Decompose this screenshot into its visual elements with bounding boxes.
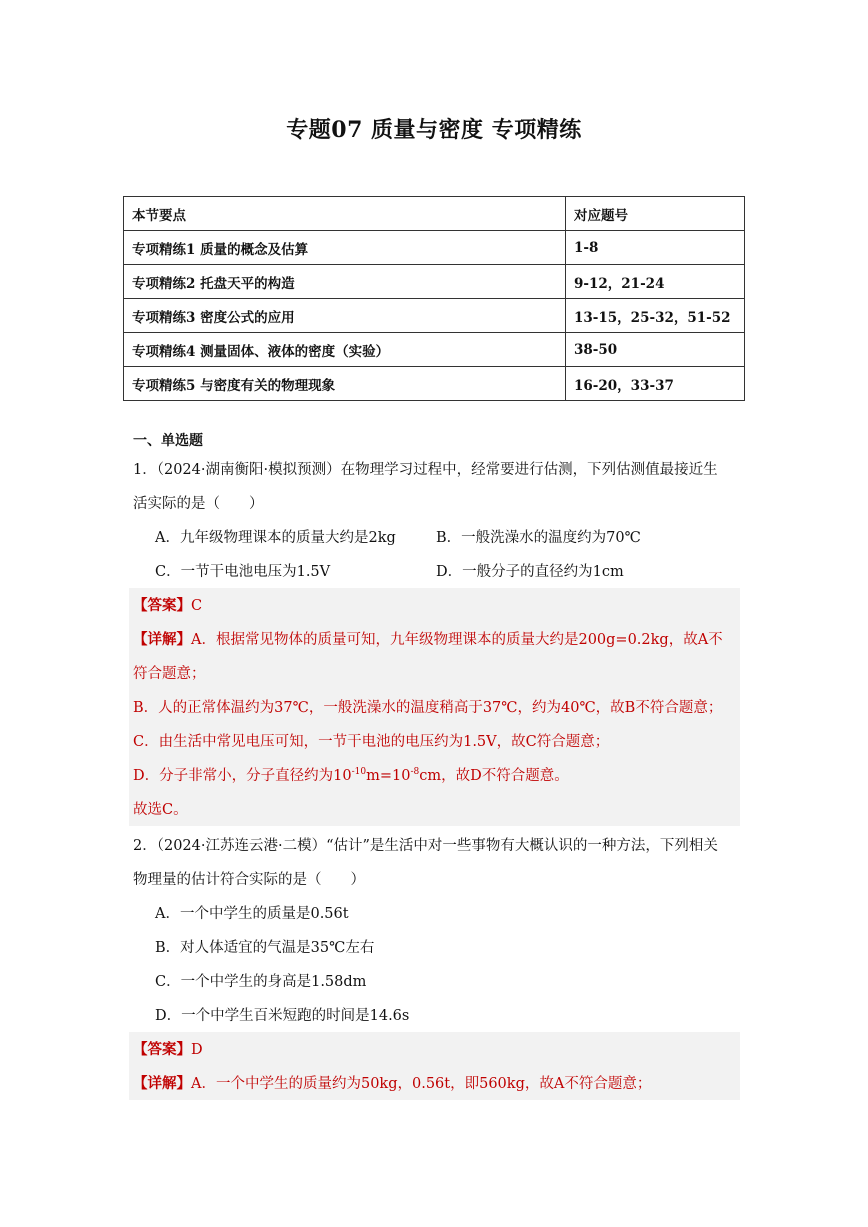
- q1-option-a: A．九年级物理课本的质量大约是2kg: [155, 530, 396, 546]
- page-title: 专题07 质量与密度 专项精练: [286, 117, 582, 143]
- answer-label: 【答案】: [133, 1041, 191, 1058]
- table-cell: 38-50: [566, 333, 745, 367]
- table-cell: 专项精练2 托盘天平的构造: [124, 265, 566, 299]
- q1-detail-line2: 符合题意；: [133, 666, 206, 682]
- q2-option-d: D．一个中学生百米短跑的时间是14.6s: [155, 1008, 410, 1024]
- q2-option-c: C．一个中学生的身高是1.58dm: [155, 974, 367, 990]
- table-cell: 9-12，21-24: [566, 265, 745, 299]
- q2-option-a: A．一个中学生的质量是0.56t: [155, 906, 349, 922]
- table-cell: 专项精练3 密度公式的应用: [124, 299, 566, 333]
- answer-value: D: [191, 1042, 203, 1058]
- q1-conclusion: 故选C。: [133, 802, 188, 818]
- table-cell: 专项精练1 质量的概念及估算: [124, 231, 566, 265]
- answer-value: C: [191, 598, 203, 614]
- answer-label: 【答案】: [133, 597, 191, 614]
- q1-stem-line1: 1．（2024·湖南衡阳·模拟预测）在物理学习过程中，经常要进行估测，下列估测值最接近生: [133, 462, 718, 478]
- q2-option-b: B．对人体适宜的气温是35℃左右: [155, 940, 375, 956]
- detail-label: 【详解】: [133, 1075, 191, 1092]
- q1-stem-line2: 活实际的是（ ）: [133, 496, 264, 512]
- q1-option-b: B．一般洗澡水的温度约为70℃: [436, 530, 641, 546]
- table-cell: 13-15，25-32，51-52: [566, 299, 745, 333]
- q1-option-c: C．一节干电池电压为1.5V: [155, 564, 331, 580]
- table-cell: 专项精练5 与密度有关的物理现象: [124, 367, 566, 401]
- table-cell: 专项精练4 测量固体、液体的密度（实验）: [124, 333, 566, 367]
- q1-detail-line1: 【详解】A．根据常见物体的质量可知，九年级物理课本的质量大约是200g=0.2kg，故A不: [133, 631, 723, 648]
- q1-answer: [133, 596, 741, 616]
- q1-detail-line5: D．分子非常小，分子直径约为$10^{-10}m=10^{-8}cm$，故D不符合题意。: [133, 767, 569, 784]
- section-heading: 一、单选题: [133, 433, 203, 449]
- q1-detail-line3: B．人的正常体温约为37℃，一般洗澡水的温度稍高于37℃，约为40℃，故B不符合题意；: [133, 700, 723, 716]
- q2-answer: [133, 1040, 741, 1060]
- table-cell: 1-8: [566, 231, 745, 265]
- table-row: [124, 299, 745, 333]
- q2-stem-line1: 2．（2024·江苏连云港·二模）“估计”是生活中对一些事物有大概认识的一种方法，下列相关: [133, 838, 718, 854]
- topic-table: [123, 196, 745, 401]
- q2-detail-line1: 【详解】A．一个中学生的质量约为50kg，0.56t，即560kg，故A不符合题意；: [133, 1075, 652, 1092]
- detail-label: 【详解】: [133, 631, 191, 648]
- table-row: [124, 367, 745, 401]
- q1-detail-line4: C．由生活中常见电压可知，一节干电池的电压约为1.5V，故C符合题意；: [133, 734, 610, 750]
- table-row: [124, 265, 745, 299]
- q1-option-d: D．一般分子的直径约为1cm: [436, 564, 624, 580]
- table-row: [124, 333, 745, 367]
- table-header-cell: 本节要点: [124, 197, 566, 231]
- table-row: [124, 231, 745, 265]
- table-header-cell: 对应题号: [566, 197, 745, 231]
- table-cell: 16-20，33-37: [566, 367, 745, 401]
- q2-stem-line2: 物理量的估计符合实际的是（ ）: [133, 872, 365, 888]
- table-header-row: [124, 197, 745, 231]
